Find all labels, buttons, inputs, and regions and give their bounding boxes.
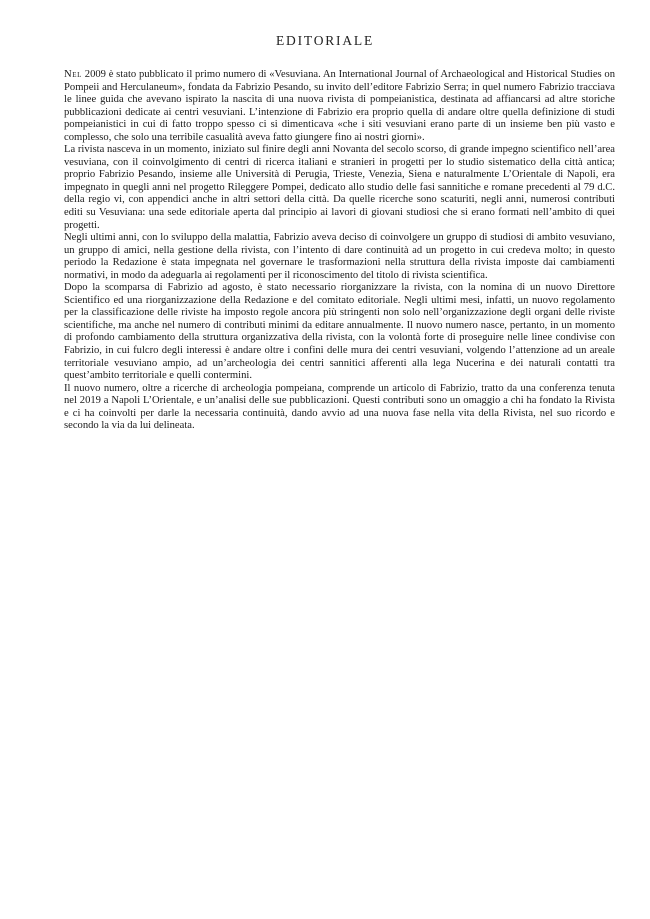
paragraph-lead-word: Nel: [64, 69, 83, 80]
paragraph-4: Dopo la scomparsa di Fabrizio ad agosto, è stato necessario riorganizzare la rivista, con la nomina di un nuovo Direttore Scientifico ed una riorganizzazione della Redazione e del comitato editoriale. Negli ultimi mesi, infatti, un nuovo regolamento per la classificazione delle riviste ha imposto regole ancora più stringenti non solo nell’organizzazione degli organi delle riviste scientifiche, ma anche nel numero di contributi minimi da editare annualmente. Il nuovo numero nasce, pertanto, in un momento di profondo cambiamento della struttura organizzativa della rivista, con la volontà forte di proseguire nelle linee condivise con Fabrizio, in cui fulcro degli interessi è andare oltre i confini delle mura dei centri vesuviani, volgendo l’attenzione ad un areale territoriale vesuviano ampio, ad un’archeologia dei centri sannitici afferenti alla lega Nucerina e dei naturali contatti tra quest’ambito territoriale e quelli contermini.: [64, 282, 615, 382]
paragraph-5: Il nuovo numero, oltre a ricerche di archeologia pompeiana, comprende un articolo di Fabrizio, tratto da una conferenza tenuta nel 2019 a Napoli L’Orientale, e un’analisi delle sue pubblicazioni. Questi contributi sono un omaggio a chi ha fondato la Rivista e ci ha coinvolti per darle la necessaria continuità, dando avvio ad una nuova fase nella vita della Rivista, nel suo ricordo e secondo la via da lui delineata.: [64, 382, 615, 432]
paragraph-3: Negli ultimi anni, con lo sviluppo della malattia, Fabrizio aveva deciso di coinvolgere un gruppo di studiosi di ambito vesuviano, un gruppo di amici, nella gestione della rivista, con l’intento di dare continuità ad un progetto in cui credeva molto; in questo periodo la Redazione è stata impegnata nel governare le trasformazioni nella struttura della rivista imposte dai cambiamenti normativi, in modo da adeguarla ai regolamenti per il riconoscimento del titolo di rivista scientifica.: [64, 232, 615, 281]
editorial-body: [64, 69, 615, 433]
paragraph-text: 2009 è stato pubblicato il primo numero di «Vesuviana. An International Journal of Archaeological and Historical Studies on Pompeii and Herculaneum», fondata da Fabrizio Pesando, su invito dell’editore Fabrizio Serra; in quel numero Fabrizio tracciava le linee guida che avevano ispirato la nascita di una nuova rivista di pompeianistica, destinata ad affiancarsi ad altre storiche pubblicazioni dedicate ai centri vesuviani. L’intenzione di Fabrizio era proprio quella di andare oltre quella definizione di studi pompeianistici in cui di fatto troppo spesso ci si dimenticava «che i siti vesuviani erano parte di un insieme ben più vasto e complesso, che solo una terribile casualità aveva fatto giungere fino ai nostri giorni».: [64, 69, 615, 143]
paragraph-1: [64, 69, 615, 144]
page-title: EDITORIALE: [276, 33, 374, 48]
paragraph-2: La rivista nasceva in un momento, iniziato sul finire degli anni Novanta del secolo scorso, di grande impegno scientifico nell’area vesuviana, con il coinvolgimento di centri di ricerca italiani e stranieri in progetti per lo studio sistematico della città antica; proprio Fabrizio Pesando, insieme alle Università di Perugia, Trieste, Venezia, Siena e naturalmente L’Orientale di Napoli, era impegnato in quegli anni nel progetto Rileggere Pompei, dedicato allo studio delle fasi sannitiche e romane precedenti al 79 d.C. della regio vi, con appendici anche in altri settori della città. Da quelle ricerche sono scaturiti, negli anni, numerosi contributi editi su Vesuviana: una sede editoriale aperta dal principio ai lavori di giovani studiosi che si erano formati nell’ambito di quei progetti.: [64, 144, 615, 231]
